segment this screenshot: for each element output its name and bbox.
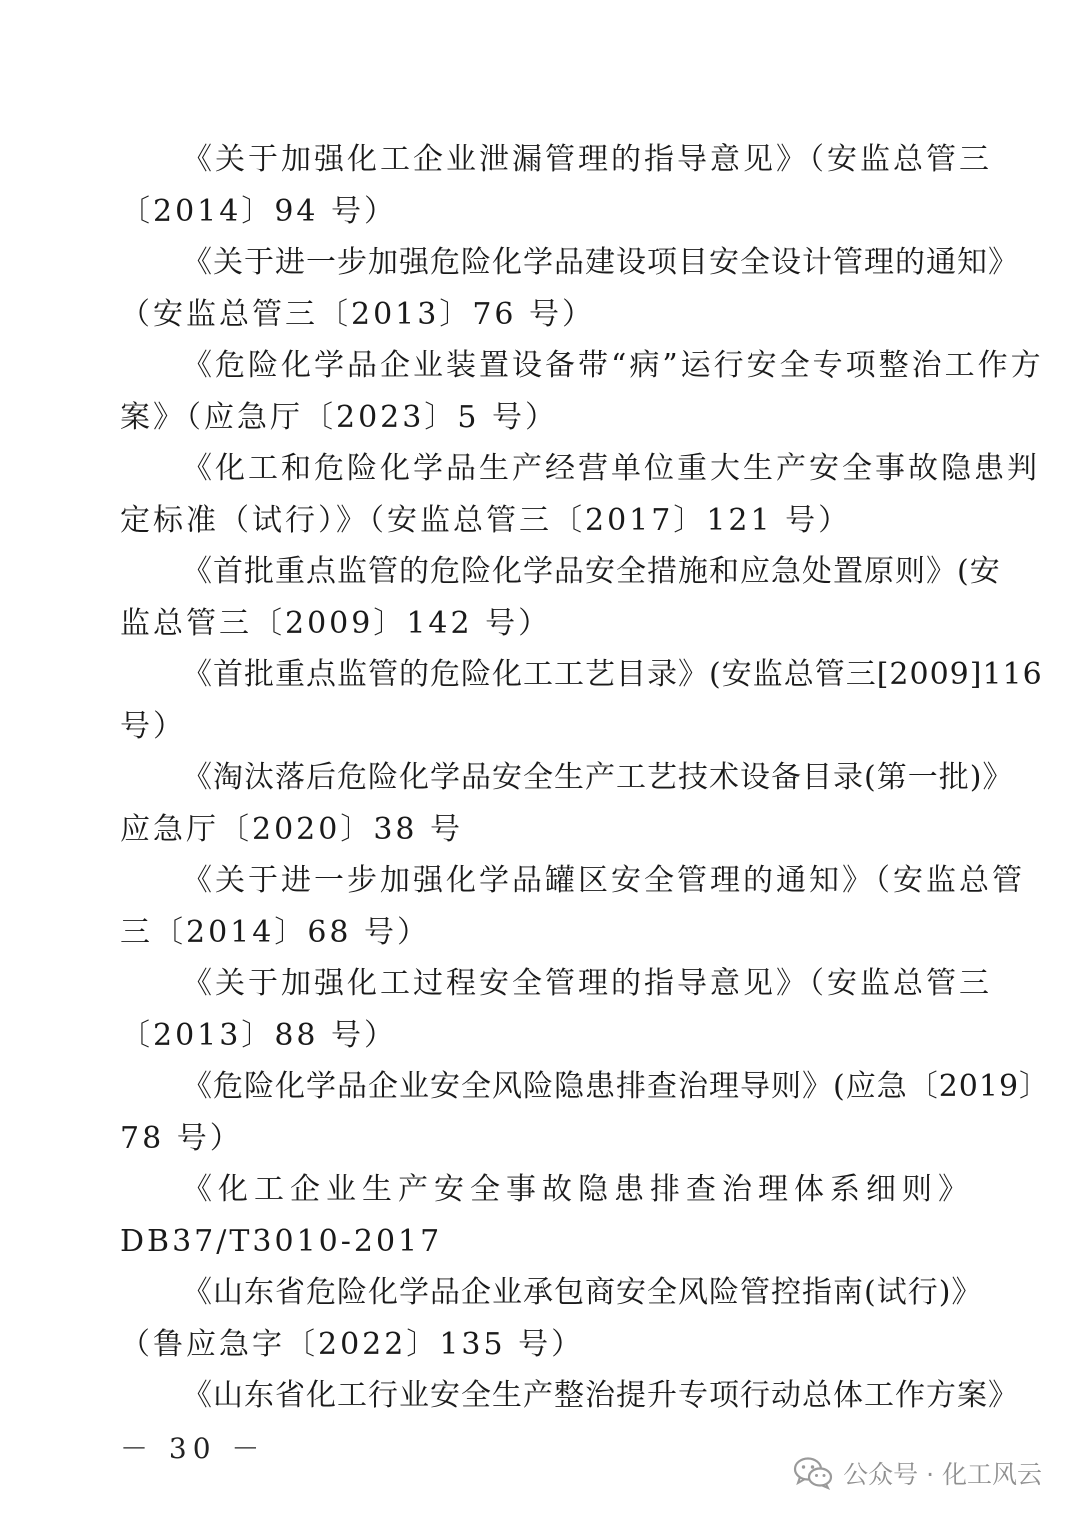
reference-entry	[120, 237, 1019, 340]
document-body	[120, 134, 1051, 1422]
entry-line: 《危险化学品企业装置设备带“病”运行安全专项整治工作方	[182, 348, 1044, 383]
wechat-icon	[793, 1456, 833, 1490]
reference-entry	[120, 1267, 983, 1370]
entry-line: （鲁应急字〔2022〕135 号）	[120, 1326, 585, 1362]
reference-entry	[120, 752, 1014, 855]
entry-line: 〔2014〕94 号）	[120, 193, 398, 229]
entry-line: 《首批重点监管的危险化工工艺目录》(安监总管三[2009]116	[182, 657, 1043, 692]
reference-entry	[120, 134, 992, 237]
reference-entry	[120, 1370, 1019, 1422]
reference-entry	[120, 443, 1040, 546]
entry-line: 定标准（试行）》（安监总管三〔2017〕121 号）	[120, 502, 852, 538]
entry-line: 《山东省化工行业安全生产整治提升专项行动总体工作方案》	[182, 1378, 1019, 1413]
reference-entry	[120, 546, 1001, 649]
watermark-text: 公众号 · 化工风云	[843, 1460, 1042, 1489]
reference-entry	[120, 649, 1043, 752]
entry-line: （安监总管三〔2013〕76 号）	[120, 296, 596, 332]
entry-line: 《关于进一步加强化学品罐区安全管理的通知》（安监总管	[182, 863, 1025, 898]
entry-line: 《山东省危险化学品企业承包商安全风险管控指南(试行)》	[182, 1275, 983, 1310]
entry-line: 《化工和危险化学品生产经营单位重大生产安全事故隐患判	[182, 451, 1040, 486]
entry-line: 三〔2014〕68 号）	[120, 914, 431, 950]
entry-line: 《危险化学品企业安全风险隐患排查治理导则》(应急〔2019〕	[182, 1069, 1051, 1104]
entry-line: 《关于加强化工企业泄漏管理的指导意见》（安监总管三	[182, 142, 992, 177]
entry-line: 〔2013〕88 号）	[120, 1017, 398, 1053]
entry-line: 《关于进一步加强危险化学品建设项目安全设计管理的通知》	[182, 245, 1019, 280]
entry-line: 《淘汰落后危险化学品安全生产工艺技术设备目录(第一批)》	[182, 760, 1014, 795]
reference-entry	[120, 855, 1025, 958]
entry-line: 案》（应急厅〔2023〕5 号）	[120, 399, 558, 435]
page-number: － 30 －	[120, 1432, 266, 1465]
reference-entry	[120, 958, 992, 1061]
entry-line: 《关于加强化工过程安全管理的指导意见》（安监总管三	[182, 966, 992, 1001]
entry-line: 《化工企业生产安全事故隐患排查治理体系细则》	[182, 1172, 974, 1207]
entry-line: 号）	[120, 708, 186, 744]
entry-line: DB37/T3010-2017	[120, 1223, 443, 1259]
reference-entry	[120, 1061, 1051, 1164]
reference-entry	[120, 1164, 974, 1267]
watermark	[793, 1455, 1042, 1491]
entry-line: 78 号）	[120, 1120, 243, 1156]
entry-line: 监总管三〔2009〕142 号）	[120, 605, 552, 641]
entry-line: 《首批重点监管的危险化学品安全措施和应急处置原则》(安	[182, 554, 1001, 589]
entry-line: 应急厅〔2020〕38 号	[120, 811, 464, 847]
reference-entry	[120, 340, 1044, 443]
